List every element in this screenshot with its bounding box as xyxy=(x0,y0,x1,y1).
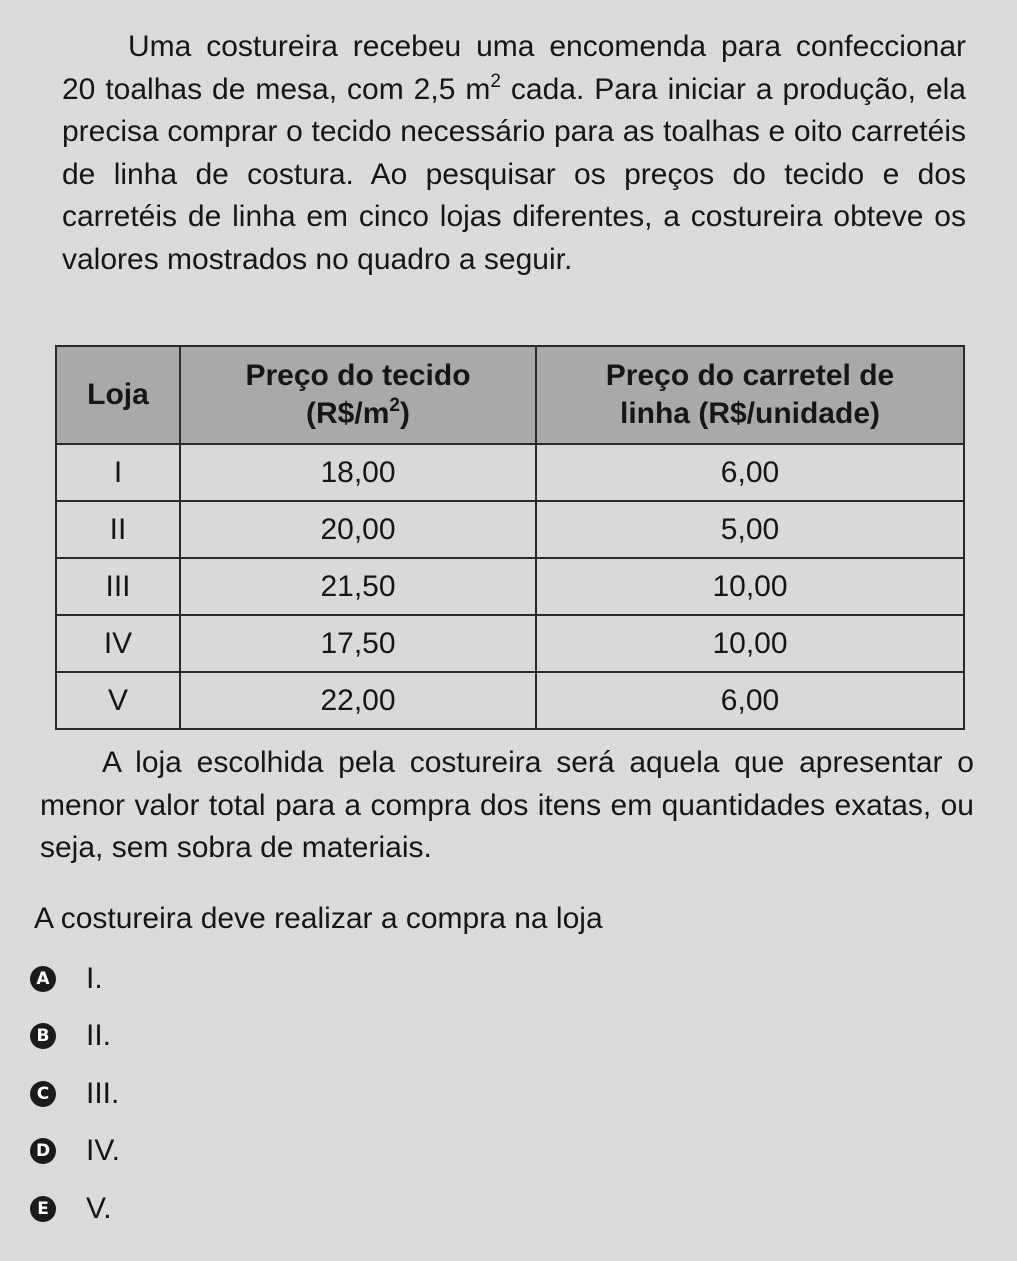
option-c-badge-icon: C xyxy=(30,1081,56,1107)
intro-text-part1: Uma costureira recebeu uma encomenda para confeccionar 20 toalhas de mesa, com 2,5 m xyxy=(62,30,966,106)
table-row xyxy=(56,672,964,729)
intro-paragraph xyxy=(62,26,966,281)
option-d[interactable] xyxy=(30,1123,120,1181)
header-loja: Loja xyxy=(56,346,180,444)
table-row xyxy=(56,558,964,615)
price-table-container xyxy=(55,345,965,725)
option-c-text: III. xyxy=(86,1076,120,1110)
cell-carretel: 6,00 xyxy=(536,672,964,729)
cell-tecido: 17,50 xyxy=(180,615,536,672)
option-d-text: IV. xyxy=(86,1134,120,1168)
option-e-badge-icon: E xyxy=(30,1196,56,1222)
option-b-badge-icon: B xyxy=(30,1023,56,1049)
table-row xyxy=(56,444,964,501)
intro-superscript: 2 xyxy=(490,70,501,92)
header-carretel-line2: linha (R$/unidade) xyxy=(619,397,880,430)
cell-tecido: 22,00 xyxy=(180,672,536,729)
cell-loja: I xyxy=(56,444,180,501)
cell-carretel: 10,00 xyxy=(536,615,964,672)
cell-loja: III xyxy=(56,558,180,615)
cell-tecido: 20,00 xyxy=(180,501,536,558)
cell-carretel: 5,00 xyxy=(536,501,964,558)
header-tecido-line2a: (R$/m xyxy=(306,397,390,430)
header-tecido-sup: 2 xyxy=(389,395,400,416)
cell-loja: II xyxy=(56,501,180,558)
option-a-text: I. xyxy=(86,961,103,995)
header-carretel-line1: Preço do carretel de xyxy=(605,359,895,392)
price-table xyxy=(55,345,965,730)
table-row xyxy=(56,501,964,558)
option-b[interactable] xyxy=(30,1008,120,1066)
option-e-text: V. xyxy=(86,1191,112,1225)
table-header-row xyxy=(56,346,964,444)
cell-tecido: 21,50 xyxy=(180,558,536,615)
cell-tecido: 18,00 xyxy=(180,444,536,501)
option-e[interactable] xyxy=(30,1180,120,1238)
answer-options xyxy=(30,950,120,1238)
rule-paragraph: A loja escolhida pela costureira será aquela que apresentar o menor valor total para a compra dos itens em quantidades exatas, ou seja, sem sobra de materiais. xyxy=(40,746,974,864)
question-prompt: A costureira deve realizar a compra na loja xyxy=(34,902,603,935)
table-row xyxy=(56,615,964,672)
option-d-badge-icon: D xyxy=(30,1138,56,1164)
option-b-text: II. xyxy=(86,1019,112,1053)
header-tecido-line1: Preço do tecido xyxy=(245,359,471,392)
header-tecido-line2b: ) xyxy=(399,397,410,430)
cell-carretel: 10,00 xyxy=(536,558,964,615)
option-a-badge-icon: A xyxy=(30,966,56,992)
header-preco-carretel xyxy=(536,346,964,444)
option-c[interactable] xyxy=(30,1065,120,1123)
header-preco-tecido xyxy=(180,346,536,444)
cell-loja: V xyxy=(56,672,180,729)
option-a[interactable] xyxy=(30,950,120,1008)
cell-carretel: 6,00 xyxy=(536,444,964,501)
intro-text-part2: cada. Para iniciar a produção, ela precisa comprar o tecido necessário para as toalhas e oito carretéis de linha de costura. Ao pesquisar os preços do tecido e dos carretéis de linha em cinco lojas diferentes, a costureira obteve os valores mostrados no quadro a seguir. xyxy=(62,72,966,276)
cell-loja: IV xyxy=(56,615,180,672)
